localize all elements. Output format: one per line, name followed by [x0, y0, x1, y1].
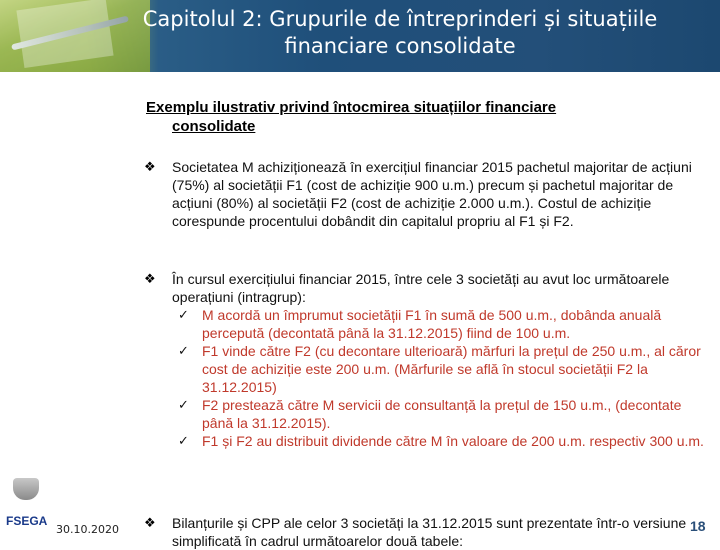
logo-text: FSEGA	[6, 514, 48, 528]
fsega-logo	[6, 478, 46, 532]
bullet-text-1: Societatea M achiziționează în exercițiul financiar 2015 pachetul majoritar de acțiuni (75%) al societății F1 (cost de achiziție 900 u.m.) precum și pachetul majoritar de acțiuni (80%) al societății F2 (cost de achiziție 2.000 u.m.). Costul de achiziție corespunde procentului dobândit din capitalul propriu al F1 și F2.	[172, 159, 692, 229]
content-title	[146, 98, 686, 136]
sub-list-item: ✓ F1 vinde către F2 (cu decontare ulterioară) mărfuri la prețul de 250 u.m., al căror cost de achiziție este 200 u.m. (Mărfurile se află în stocul societății F2 la 31.12.2015)	[178, 343, 701, 395]
check-icon: ✓	[178, 397, 189, 412]
slide-title-line1: Capitolul 2: Grupurile de întreprinderi și situațiile	[142, 7, 658, 31]
slide-date: 30.10.2020	[56, 523, 119, 536]
check-icon: ✓	[178, 307, 189, 322]
check-icon: ✓	[178, 343, 189, 358]
diamond-bullet-icon: ❖	[144, 159, 156, 174]
bullet-text-3-cont: versiune simplificată în cadrul următoarelor două tabele:	[172, 515, 687, 549]
slide-title-line2: financiare consolidate	[284, 34, 516, 58]
bullet-text-2: În cursul exercițiului financiar 2015, între cele 3 societăți au avut loc următoarele operațiuni (intragrup):	[172, 271, 670, 305]
left-margin	[0, 72, 140, 540]
diamond-bullet-icon: ❖	[144, 271, 156, 286]
content-title-line2: consolidate	[172, 118, 256, 135]
slide-header	[0, 0, 720, 72]
bullet-text-3: Bilanțurile și CPP ale celor 3 societăți la 31.12.2015 sunt prezentate într-o versiune simplificată în cadrul următoarelor două tabele:	[172, 515, 687, 549]
sub-list-item: ✓ F2 prestează către M servicii de consultanță la prețul de 150 u.m., (decontate până la 31.12.2015).	[178, 397, 682, 431]
diamond-bullet-icon: ❖	[144, 515, 156, 530]
page-number: 18	[690, 518, 706, 534]
check-icon: ✓	[178, 433, 189, 448]
bullet-item-3	[144, 514, 704, 550]
bullet-item-1	[144, 158, 704, 230]
sub-list-item: ✓ F1 și F2 au distribuit dividende către M în valoare de 200 u.m. respectiv 300 u.m.	[178, 433, 704, 449]
bullet-item-2	[144, 270, 704, 450]
crest-icon	[13, 478, 39, 500]
slide-title	[100, 6, 700, 60]
content-title-line1: Exemplu ilustrativ privind întocmirea situațiilor financiare	[146, 99, 557, 116]
slide-content	[140, 96, 708, 549]
sub-list	[178, 306, 704, 450]
sub-list-item: ✓ M acordă un împrumut societății F1 în sumă de 500 u.m., dobânda anuală percepută (decontată până la 31.12.2015) fiind de 100 u.m.	[178, 307, 662, 341]
